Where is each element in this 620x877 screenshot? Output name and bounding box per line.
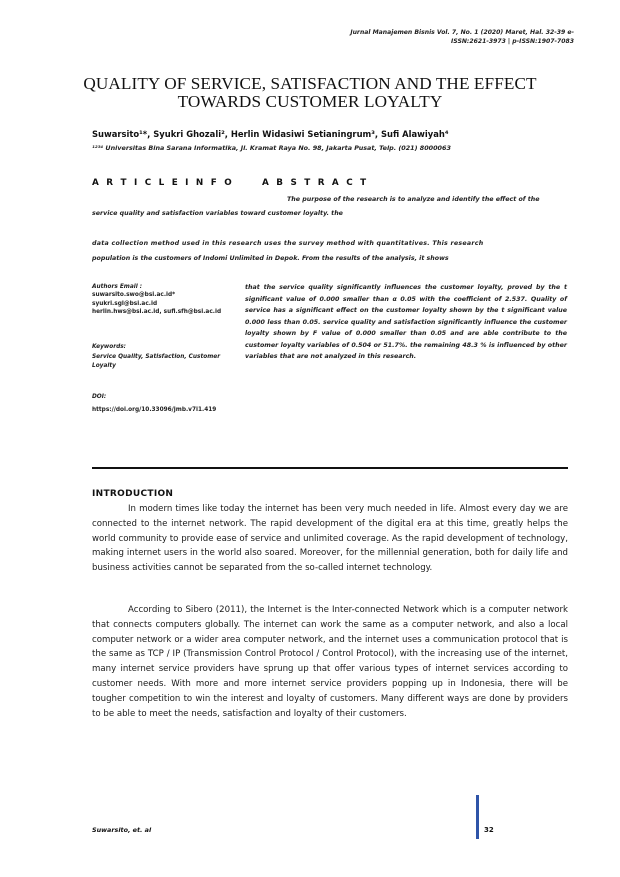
introduction-heading: INTRODUCTION: [92, 489, 174, 499]
paper-title-line1: QUALITY OF SERVICE, SATISFACTION AND THE EFFECT: [83, 74, 537, 93]
intro-paragraph-2: According to Sibero (2011), the Internet is the Inter-connected Network which is a computer network that connects computers globally. The internet can work the same as a computer network, and also a local computer network or a wider area computer network, and the internet uses a communication protocol that is the same as TCP / IP (Transmission Control Protocol / Control Protocol), with the increasing use of the internet, many internet service providers have sprung up that offer various types of internet services according to customer needs. With more and more internet service providers popping up in Indonesia, there will be tougher competition to win the interest and loyalty of customers. Many different ways are done by providers to be able to meet the needs, satisfaction and loyalty of their customers.: [92, 605, 568, 719]
author-email-1[interactable]: suwarsito.swo@bsi.ac.id*: [92, 292, 176, 299]
abstract-line-2: service quality and satisfaction variables toward customer loyalty. the: [92, 210, 343, 217]
abstract-body: that the service quality significantly influences the customer loyalty, proved by the t significant value of 0.000 smaller than α 0.05 with the coefficient of 2.537. Quality of service has a significant effect on the customer loyalty shown by the t significant value 0.000 less than 0.05. service quality and satisfaction significantly influence the customer loyalty shown by F value of 0.000 smaller than 0.05 and are able contribute to the customer loyalty variables of 0.504 or 51.7%. the remaining 48.3 % is influenced by other variables that are not analyzed in this research.: [245, 284, 567, 360]
article-info-keywords: [92, 343, 242, 370]
section-divider: [92, 467, 568, 469]
footer-author: Suwarsito, et. al: [92, 826, 152, 834]
author-email-2[interactable]: syukri.sgl@bsi.ac.id: [92, 300, 158, 307]
affiliation: ¹²³⁴ Universitas Bina Sarana Informatika, Jl. Kramat Raya No. 98, Jakarta Pusat, Telp. (021) 8000063: [92, 144, 451, 152]
article-info-heading: A R T I C L E I N F O: [92, 178, 234, 188]
article-info-emails: [92, 283, 221, 316]
abstract-line-1: The purpose of the research is to analyze and identify the effect of the: [287, 196, 540, 203]
email-label: Authors Email :: [92, 284, 143, 290]
page-number-bar: [476, 795, 479, 839]
keywords-value: Service Quality, Satisfaction, Customer Loyalty: [92, 354, 221, 369]
intro-paragraph-1: In modern times like today the internet has been very much needed in life. Almost every day we are connected to the internet network. The rapid development of the digital era at this time, greatly helps the world community to provide ease of service and unlimited coverage. As the rapid development of technology, making internet users in the world also soared. Moreover, for the millennial generation, both for daily life and business activities cannot be separated from the so-called internet technology.: [92, 504, 568, 574]
page-number: 32: [484, 826, 494, 834]
abstract-line-3: data collection method used in this research uses the survey method with quantitatives. This research: [92, 240, 484, 247]
abstract-heading: A B S T R A C T: [262, 178, 369, 188]
journal-citation: Jurnal Manajemen Bisnis Vol. 7, No. 1 (2020) Maret, Hal. 32-39 e-: [350, 29, 574, 36]
doi-label: DOI:: [92, 394, 107, 400]
author-email-3[interactable]: herlin.hws@bsi.ac.id, sufi.sfh@bsi.ac.id: [92, 308, 222, 315]
paper-title-line2: TOWARDS CUSTOMER LOYALTY: [177, 92, 443, 111]
journal-issn: ISSN:2621-3973 | p-ISSN:1907-7083: [451, 38, 574, 45]
keywords-label: Keywords:: [92, 344, 126, 350]
doi-link[interactable]: https://doi.org/10.33096/jmb.v7i1.419: [92, 407, 217, 414]
author-list: Suwarsito¹*, Syukri Ghozali², Herlin Widasiwi Setianingrum³, Sufi Alawiyah⁴: [92, 129, 449, 139]
abstract-line-4: population is the customers of Indomi Unlimited in Depok. From the results of the analysis, it shows: [92, 255, 449, 262]
article-info-doi: [92, 393, 216, 415]
